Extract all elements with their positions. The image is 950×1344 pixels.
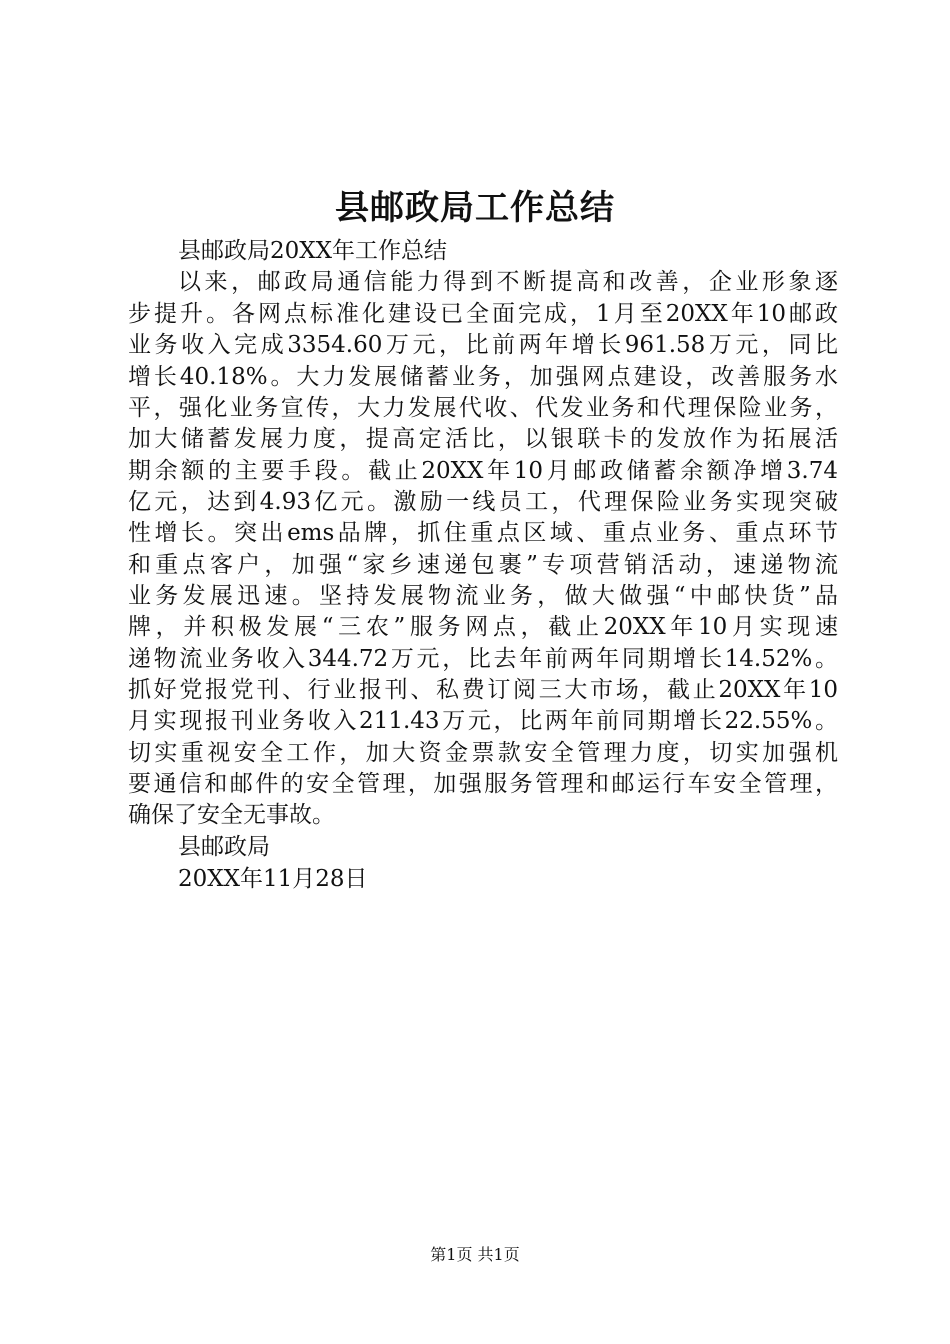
body-line: 递物流业务收入344.72万元，比去年前两年同期增长14.52%。 [128,646,838,672]
document-date: 20XX年11月28日 [178,866,368,892]
body-line: 平，强化业务宣传，大力发展代收、代发业务和代理保险业务， [128,395,838,421]
signature: 县邮政局 [178,834,270,860]
body-line: 和重点客户，加强“家乡速递包裹”专项营销活动，速递物流 [128,552,838,578]
body-line: 性增长。突出ems品牌，抓住重点区域、重点业务、重点环节 [128,520,838,546]
body-line: 抓好党报党刊、行业报刊、私费订阅三大市场，截止20XX年10 [128,677,838,703]
document-title: 县邮政局工作总结 [335,188,615,228]
body-line: 加大储蓄发展力度，提高定活比，以银联卡的发放作为拓展活 [128,426,838,452]
body-line: 期余额的主要手段。截止20XX年10月邮政储蓄余额净增3.74 [128,458,838,484]
body-line: 牌，并积极发展“三农”服务网点，截止20XX年10月实现速 [128,614,838,640]
body-line: 确保了安全无事故。 [128,802,335,828]
body-line: 步提升。各网点标准化建设已全面完成，1月至20XX年10邮政 [128,301,838,327]
page-number-footer: 第1页 共1页 [430,1245,520,1264]
body-line: 要通信和邮件的安全管理，加强服务管理和邮运行车安全管理， [128,771,838,797]
body-line: 切实重视安全工作，加大资金票款安全管理力度，切实加强机 [128,740,838,766]
document-subtitle: 县邮政局20XX年工作总结 [178,238,448,264]
body-line: 月实现报刊业务收入211.43万元，比两年前同期增长22.55%。 [128,708,838,734]
body-line: 业务发展迅速。坚持发展物流业务，做大做强“中邮快货”品 [128,583,838,609]
body-line: 增长40.18%。大力发展储蓄业务，加强网点建设，改善服务水 [128,364,838,390]
body-line: 以来，邮政局通信能力得到不断提高和改善，企业形象逐 [178,269,838,295]
body-line: 亿元，达到4.93亿元。激励一线员工，代理保险业务实现突破 [128,489,838,515]
body-line: 业务收入完成3354.60万元，比前两年增长961.58万元，同比 [128,332,838,358]
